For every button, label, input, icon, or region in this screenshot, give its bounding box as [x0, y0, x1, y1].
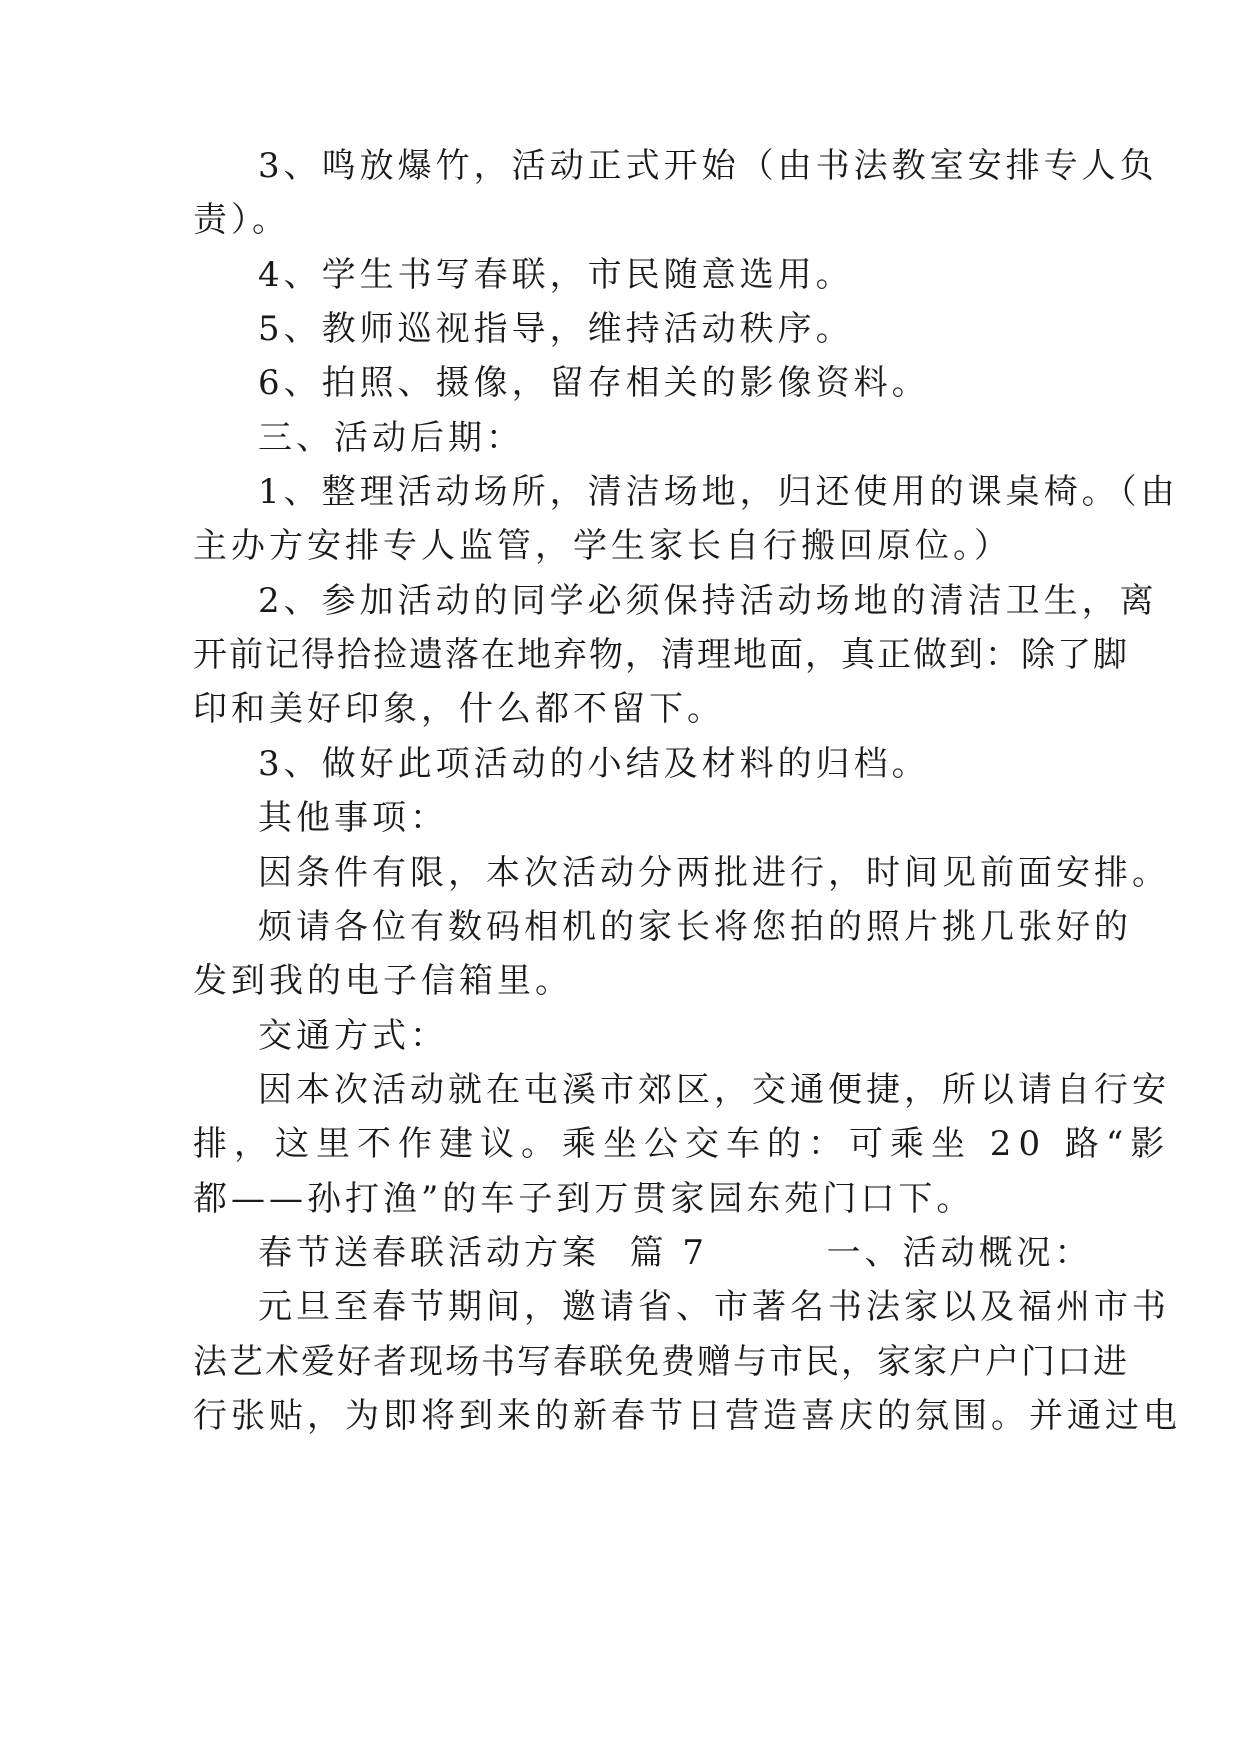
- paragraph-line: 3、做好此项活动的小结及材料的归档。: [258, 744, 930, 784]
- section-heading: 交通方式：: [258, 1016, 448, 1056]
- paragraph-line: 2、参加活动的同学必须保持活动场地的清洁卫生，离: [258, 581, 1158, 621]
- section-heading: 三、活动后期：: [258, 418, 524, 458]
- paragraph-line: 3、鸣放爆竹，活动正式开始（由书法教室安排专人负: [258, 146, 1158, 186]
- paragraph-line: 法艺术爱好者现场书写春联免费赠与市民，家家户户门口进: [193, 1342, 1129, 1382]
- paragraph-line: 行张贴，为即将到来的新春节日营造喜庆的氛围。并通过电: [193, 1396, 1181, 1436]
- paragraph-line: 排，这里不作建议。乘坐公交车的：可乘坐 20 路“影: [193, 1124, 1172, 1164]
- paragraph-line: 责）。: [193, 200, 290, 240]
- paragraph-line: 4、学生书写春联，市民随意选用。: [258, 255, 854, 295]
- paragraph-line: 因本次活动就在屯溪市郊区，交通便捷，所以请自行安: [258, 1070, 1170, 1110]
- paragraph-line: 开前记得拾捡遗落在地弃物，清理地面，真正做到：除了脚: [193, 635, 1129, 675]
- paragraph-line: 元旦至春节期间，邀请省、市著名书法家以及福州市书: [258, 1287, 1170, 1327]
- paragraph-line: 烦请各位有数码相机的家长将您拍的照片挑几张好的: [258, 907, 1132, 947]
- section-heading: 春节送春联活动方案 篇 7 一、活动概况：: [258, 1233, 1093, 1273]
- paragraph-line: 发到我的电子信箱里。: [193, 961, 573, 1001]
- paragraph-line: 6、拍照、摄像，留存相关的影像资料。: [258, 363, 930, 403]
- paragraph-line: 都——孙打渔”的车子到万贯家园东苑门口下。: [193, 1179, 975, 1219]
- paragraph-line: 主办方安排专人监管，学生家长自行搬回原位。）: [193, 526, 1012, 566]
- paragraph-line: 印和美好印象，什么都不留下。: [193, 689, 725, 729]
- paragraph-line: 5、教师巡视指导，维持活动秩序。: [258, 309, 854, 349]
- section-heading: 其他事项：: [258, 798, 448, 838]
- paragraph-line: 因条件有限，本次活动分两批进行，时间见前面安排。: [258, 853, 1170, 893]
- paragraph-line: 1、整理活动场所，清洁场地，归还使用的课桌椅。（由: [258, 472, 1179, 512]
